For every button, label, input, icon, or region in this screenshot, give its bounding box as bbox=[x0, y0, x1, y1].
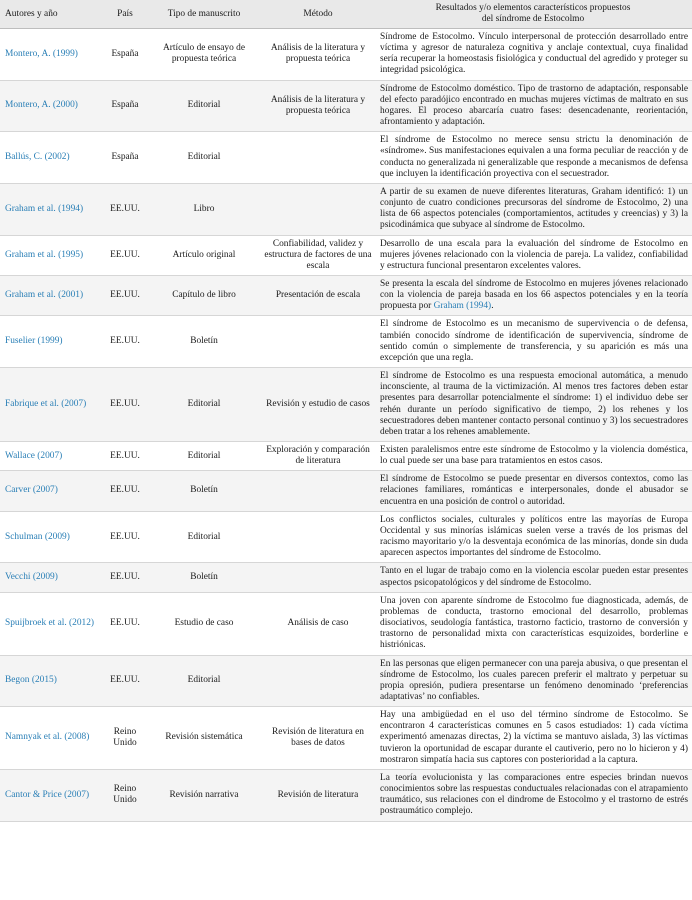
type-cell: Libro bbox=[146, 183, 262, 235]
method-cell: Análisis de caso bbox=[262, 592, 374, 655]
result-cell: A partir de su examen de nueve diferentes literaturas, Graham identificó: 1) un conjunto de cuatro condiciones precursoras del síndrome de Estocolmo, 2) una lista de 66 aspectos potenciales (comportamientos, actitudes y creencias) y 3) la psicodinámica que subyace al síndrome de Estocolmo. bbox=[374, 183, 692, 235]
country-cell: EE.UU. bbox=[104, 511, 146, 563]
result-cell bbox=[374, 275, 692, 315]
header-results-line1: Resultados y/o elementos característicos propuestos bbox=[435, 3, 631, 13]
table-row bbox=[0, 235, 692, 275]
author-link[interactable]: Cantor & Price (2007) bbox=[0, 769, 104, 821]
type-cell: Estudio de caso bbox=[146, 592, 262, 655]
method-cell bbox=[262, 655, 374, 707]
table-row bbox=[0, 442, 692, 471]
type-cell: Boletín bbox=[146, 316, 262, 368]
result-cell: El síndrome de Estocolmo no merece sensu strictu la denominación de «síndrome». Sus manifestaciones equivalen a una forma peculiar de reacción y de conducta no generalizada ni generalizable que responde a mecanismos de defensa que incluyen la identificación proyectiva con el secuestrador. bbox=[374, 132, 692, 184]
header-type: Tipo de manuscrito bbox=[146, 0, 262, 29]
result-cell: La teoría evolucionista y las comparaciones entre especies brindan nuevos conocimientos sobre las respuestas conductuales relacionadas con el atrapamiento traumático, sus relaciones con el dindrome de Estocolmo y el trastorno de estrés postraumático complejo. bbox=[374, 769, 692, 821]
country-cell: EE.UU. bbox=[104, 563, 146, 592]
result-cell: Síndrome de Estocolmo. Vínculo interpersonal de protección desarrollado entre víctima y agresor de naturaleza cognitiva y anclaje contextual, cuya finalidad sería recuperar la homeostasis fisiológica y conductual del agredido y proteger su integridad psicológica. bbox=[374, 29, 692, 81]
author-link[interactable]: Graham et al. (1995) bbox=[0, 235, 104, 275]
type-cell: Boletín bbox=[146, 471, 262, 511]
country-cell: EE.UU. bbox=[104, 275, 146, 315]
reference-link[interactable]: Graham (1994) bbox=[433, 301, 492, 312]
author-link[interactable]: Graham et al. (1994) bbox=[0, 183, 104, 235]
method-cell: Análisis de la literatura y propuesta teórica bbox=[262, 80, 374, 132]
header-results bbox=[374, 0, 692, 29]
table-row bbox=[0, 275, 692, 315]
type-cell: Artículo original bbox=[146, 235, 262, 275]
method-cell bbox=[262, 132, 374, 184]
country-cell: EE.UU. bbox=[104, 471, 146, 511]
result-cell: El síndrome de Estocolmo es un mecanismo de supervivencia o de defensa, también conocido síndrome de identificación de supervivencia, síndrome de sentido común o simplemente de transferencia, y su aparición es más una excepción que una regla. bbox=[374, 316, 692, 368]
header-method: Método bbox=[262, 0, 374, 29]
header-country: País bbox=[104, 0, 146, 29]
author-link[interactable]: Vecchi (2009) bbox=[0, 563, 104, 592]
author-link[interactable]: Fabrique et al. (2007) bbox=[0, 368, 104, 442]
table-row bbox=[0, 29, 692, 81]
method-cell: Confiabilidad, validez y estructura de factores de una escala bbox=[262, 235, 374, 275]
type-cell: Editorial bbox=[146, 80, 262, 132]
type-cell: Revisión narrativa bbox=[146, 769, 262, 821]
type-cell: Editorial bbox=[146, 511, 262, 563]
header-results-line2: del síndrome de Estocolmo bbox=[481, 14, 585, 24]
method-cell bbox=[262, 316, 374, 368]
table-row bbox=[0, 132, 692, 184]
result-cell: Hay una ambigüedad en el uso del término síndrome de Estocolmo. Se encontraron 4 características comunes en 5 casos estudiados: 1) cada víctima experimentó amenazas directas, 2) la víctima se mantuvo aislada, 3) las víctimas tuvieron la oportunidad de escapar durante el cautiverio, pero no lo hicieron y 4) mostraron simpatía hacia sus captores con posterioridad a la captura. bbox=[374, 707, 692, 770]
table-row bbox=[0, 80, 692, 132]
result-cell: El síndrome de Estocolmo es una respuesta emocional automática, a menudo inconsciente, al trauma de la victimización. Al menos tres factores deben estar presentes para desarrollar potencialmente el síndrome: 1) el individuo debe ser rehén durante un período significativo de tiempo, 2) los rehenes y los secuestradores deben mantener contacto personal continuo y 3) los secuestradores deben tratar a los rehenes amablemente. bbox=[374, 368, 692, 442]
author-link[interactable]: Schulman (2009) bbox=[0, 511, 104, 563]
country-cell: EE.UU. bbox=[104, 235, 146, 275]
country-cell: EE.UU. bbox=[104, 655, 146, 707]
type-cell: Editorial bbox=[146, 655, 262, 707]
country-cell: EE.UU. bbox=[104, 442, 146, 471]
country-cell: Reino Unido bbox=[104, 707, 146, 770]
result-cell: En las personas que eligen permanecer con una pareja abusiva, o que presentan el síndrome de Estocolmo, los cuales parecen preferir el maltrato y perpetuar su propia opresión, pudiera presentarse un fenómeno denominado ‘preferencias adaptativas’ no confiables. bbox=[374, 655, 692, 707]
country-cell: EE.UU. bbox=[104, 368, 146, 442]
result-cell: Síndrome de Estocolmo doméstico. Tipo de trastorno de adaptación, responsable del efecto paradójico encontrado en muchas mujeres víctimas de maltrato en sus hogares. El proceso abarcaría cuatro fases: desencadenante, reorientación, afrontamiento y adaptación. bbox=[374, 80, 692, 132]
method-cell: Revisión de literatura bbox=[262, 769, 374, 821]
method-cell bbox=[262, 183, 374, 235]
author-link[interactable]: Wallace (2007) bbox=[0, 442, 104, 471]
country-cell: España bbox=[104, 132, 146, 184]
table-row bbox=[0, 471, 692, 511]
method-cell: Revisión y estudio de casos bbox=[262, 368, 374, 442]
method-cell: Análisis de la literatura y propuesta teórica bbox=[262, 29, 374, 81]
result-cell: Una joven con aparente síndrome de Estocolmo fue diagnosticada, además, de problemas de conducta, trastorno emocional del desarrollo, problemas disociativos, seudología fantástica, trastorno facticio, trastorno de conversión y trastorno de personalidad mixta con características esquizoides, borderline e histriónicas. bbox=[374, 592, 692, 655]
table-row bbox=[0, 563, 692, 592]
result-cell: Desarrollo de una escala para la evaluación del síndrome de Estocolmo en mujeres jóvenes relacionado con la violencia de pareja. La validez, confiabilidad y estructura funcional presentaron excelentes valores. bbox=[374, 235, 692, 275]
table-row bbox=[0, 592, 692, 655]
method-cell bbox=[262, 471, 374, 511]
result-cell: Existen paralelismos entre este síndrome de Estocolmo y la violencia doméstica, lo cual puede ser una base para tratamientos en estos casos. bbox=[374, 442, 692, 471]
country-cell: Reino Unido bbox=[104, 769, 146, 821]
table-row bbox=[0, 655, 692, 707]
table-row bbox=[0, 183, 692, 235]
method-cell: Exploración y comparación de literatura bbox=[262, 442, 374, 471]
author-link[interactable]: Fuselier (1999) bbox=[0, 316, 104, 368]
header-row bbox=[0, 0, 692, 29]
table-row bbox=[0, 316, 692, 368]
type-cell: Editorial bbox=[146, 442, 262, 471]
author-link[interactable]: Montero, A. (2000) bbox=[0, 80, 104, 132]
method-cell: Presentación de escala bbox=[262, 275, 374, 315]
country-cell: EE.UU. bbox=[104, 316, 146, 368]
author-link[interactable]: Carver (2007) bbox=[0, 471, 104, 511]
country-cell: EE.UU. bbox=[104, 183, 146, 235]
method-cell: Revisión de literatura en bases de datos bbox=[262, 707, 374, 770]
method-cell bbox=[262, 511, 374, 563]
author-link[interactable]: Graham et al. (2001) bbox=[0, 275, 104, 315]
result-text: Se presenta la escala del síndrome de Estocolmo en mujeres jóvenes relacionado con la violencia de pareja basada en los 66 aspectos potenciales y en la teoría propuesta por bbox=[380, 278, 688, 312]
author-link[interactable]: Montero, A. (1999) bbox=[0, 29, 104, 81]
table-row bbox=[0, 368, 692, 442]
country-cell: España bbox=[104, 80, 146, 132]
table-row bbox=[0, 707, 692, 770]
type-cell: Artículo de ensayo de propuesta teórica bbox=[146, 29, 262, 81]
author-link[interactable]: Spuijbroek et al. (2012) bbox=[0, 592, 104, 655]
author-link[interactable]: Ballús, C. (2002) bbox=[0, 132, 104, 184]
country-cell: EE.UU. bbox=[104, 592, 146, 655]
type-cell: Capítulo de libro bbox=[146, 275, 262, 315]
country-cell: España bbox=[104, 29, 146, 81]
type-cell: Editorial bbox=[146, 132, 262, 184]
table-row bbox=[0, 769, 692, 821]
result-cell: Tanto en el lugar de trabajo como en la violencia escolar pueden estar presentes aspectos psicopatológicos y del síndrome de Estocolmo. bbox=[374, 563, 692, 592]
result-text-end: . bbox=[491, 301, 494, 312]
table-row bbox=[0, 511, 692, 563]
header-author: Autores y año bbox=[0, 0, 104, 29]
author-link[interactable]: Namnyak et al. (2008) bbox=[0, 707, 104, 770]
result-cell: Los conflictos sociales, culturales y políticos entre las mayorías de Europa Occidental y sus minorías islámicas suelen verse a través de los prismas del racismo mayoritario y/o la desventaja económica de las minorías, donde sin duda aparecen aspectos importantes del síndrome de Estocolmo. bbox=[374, 511, 692, 563]
type-cell: Editorial bbox=[146, 368, 262, 442]
method-cell bbox=[262, 563, 374, 592]
type-cell: Boletín bbox=[146, 563, 262, 592]
type-cell: Revisión sistemática bbox=[146, 707, 262, 770]
author-link[interactable]: Begon (2015) bbox=[0, 655, 104, 707]
result-cell: El síndrome de Estocolmo se puede presentar en diversos contextos, como las relaciones familiares, románticas e interpersonales, donde el abusador se encuentra en una posición de control o autoridad. bbox=[374, 471, 692, 511]
